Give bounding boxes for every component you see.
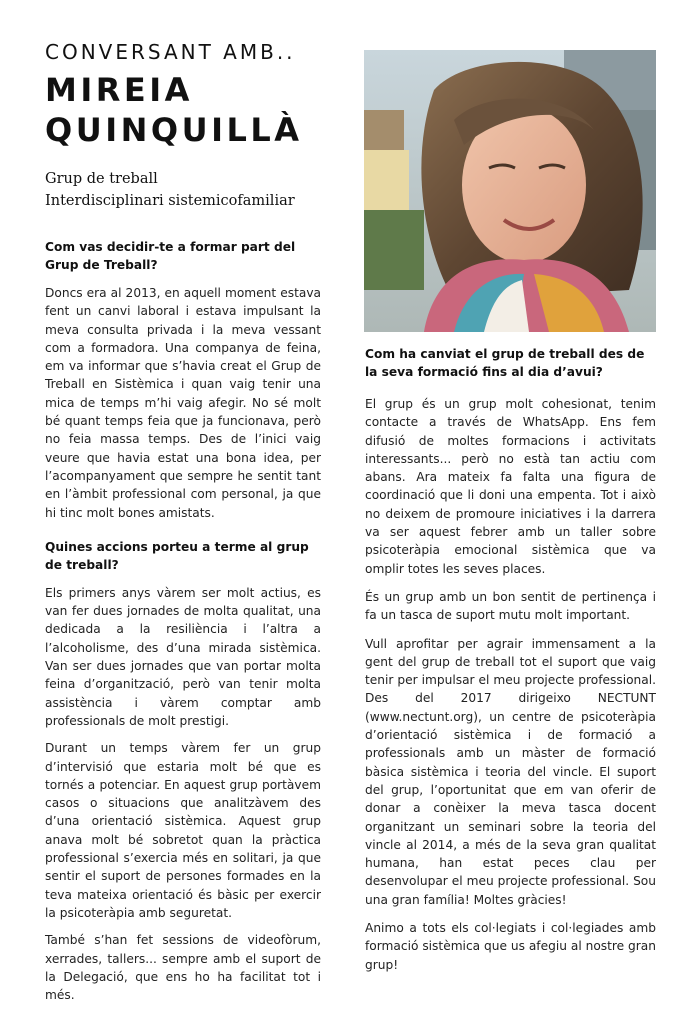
- question-3: Com ha canviat el grup de treball des de la seva formació fins al dia d’avui?: [365, 347, 645, 379]
- answer-2-paragraph-2: Durant un temps vàrem fer un grup d’intervisió que estaria molt bé que es tornés a potenciar. En aquest grup portàvem casos o situacions que analitzàvem des d’una orientació sistèmica. Aquest grup anava molt bé sobretot quan la pràctica professional s’exercia més en solitari, ja que sentir el suport de persones formades en la teva mateixa orientació és bàsic per exercir la psicoteràpia amb seguretat.: [45, 741, 321, 920]
- answer-3-paragraph-3: Vull aprofitar per agrair immensament a la gent del grup de treball tot el suport que vaig tenir per impulsar el meu projecte professional. Des del 2017 dirigeixo NECTUNT (www.nectunt.org), un centre de psicoteràpia d’orientació sistèmica i de formació a professionals amb un màster de formació bàsica sistèmica i teoria del vincle. El suport del grup, l’oportunitat que em van oferir de donar a conèixer la meva tasca docent organitzant un seminari sobre la teoria del vincle al 2014, a més de la seva gran qualitat humana, han estat peces clau per desenvolupar el meu projecte professional. Sou una gran família! Moltes gràcies!: [365, 636, 656, 907]
- left-column: [45, 238, 321, 1013]
- answer-3-paragraph-2: És un grup amb un bon sentit de pertinença i fa un tasca de suport mutu molt important.: [365, 589, 656, 623]
- answer-1: Doncs era al 2013, en aquell moment estava fent un canvi laboral i estava impulsant la meva consulta privada i la meva vessant com a formadora. Una companya de feina, em va informar que s’havia creat el Grup de Treball en Sistèmica i quan vaig tenir una mica de temps m’hi vaig afegir. No sé molt bé quant temps feia que ja funcionava, però no feia massa temps. Des de l’inici vaig veure que havia estat una bona idea, per l’acompanyament que sempre he sentit tant en l’àmbit professional com personal, ja que hi tinc molt bones amistats.: [45, 286, 321, 520]
- question-2: Quines accions porteu a terme al grup de treball?: [45, 539, 309, 572]
- subtitle-line-1: Grup de treball: [45, 171, 158, 187]
- question-1: Com vas decidir-te a formar part del Grup de Treball?: [45, 240, 296, 272]
- answer-3-paragraph-1: El grup és un grup molt cohesionat, tenim contacte a través de WhatsApp. Ens fem difusió de moltes formacions i activitats interessants... però no està tan actiu com abans. Ara mateix fa falta una figura de coordinació que li doni una empenta. Tot i això no deixem de promoure iniciatives i la darrera va ser aquest febrer amb un taller sobre psicoteràpia emocional sistèmica que va omplir totes les seves places.: [365, 397, 656, 576]
- page-title: [45, 70, 303, 150]
- subtitle: [45, 168, 345, 212]
- answer-2-paragraph-3: També s’han fet sessions de videofòrum, xerrades, tallers... sempre amb el suport de la Delegació, que ens ho ha facilitat tot i més.: [45, 933, 321, 1003]
- answer-2-paragraph-1: Els primers anys vàrem ser molt actius, es van fer dues jornades de molta qualitat, una dedicada a la resiliència i l’altra a l’alcoholisme, des d’una mirada sistèmica. Van ser dues jornades que van portar molta feina d’organització, però van tenir molta assistència i vàrem comptar amb professionals de molt prestigi.: [45, 585, 321, 728]
- right-column: [365, 345, 656, 984]
- section-kicker: CONVERSANT AMB..: [45, 40, 296, 64]
- portrait-photo: [364, 50, 656, 332]
- answer-3-paragraph-4: Animo a tots els col·legiats i col·legiades amb formació sistèmica que us afegiu al nostre gran grup!: [365, 921, 656, 972]
- subtitle-line-2: Interdisciplinari sistemicofamiliar: [45, 193, 295, 209]
- title-line-2: QUINQUILLÀ: [45, 111, 303, 149]
- title-line-1: MIREIA: [45, 71, 193, 109]
- portrait-illustration: [364, 50, 656, 332]
